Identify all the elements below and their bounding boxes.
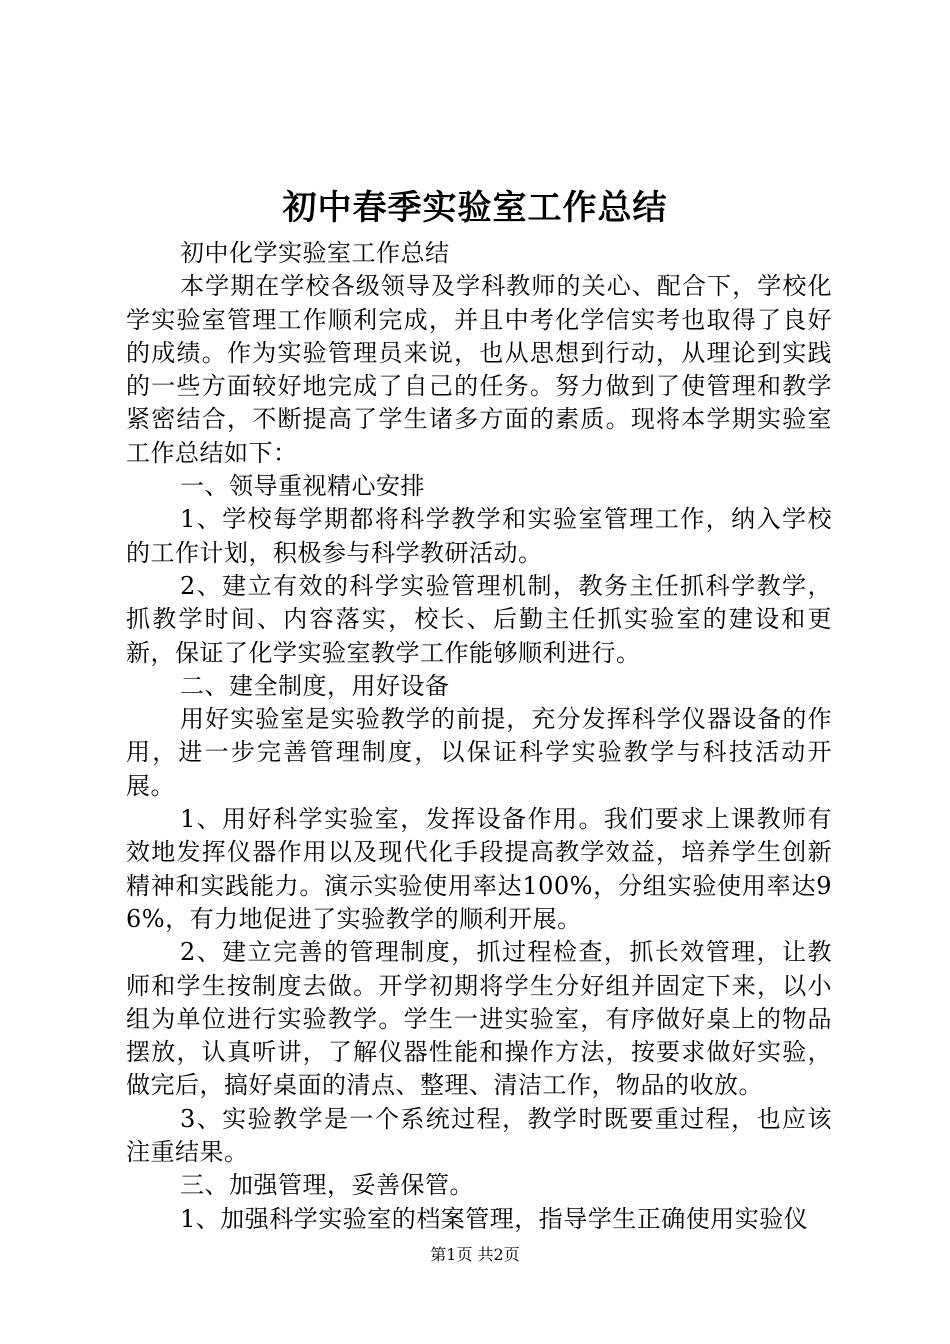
paragraph: 3、实验教学是一个系统过程，教学时既要重过程，也应该注重结果。 [126,1104,832,1167]
paragraph: 1、用好科学实验室，发挥设备作用。我们要求上课教师有效地发挥仪器作用以及现代化手段提高教学效益，培养学生创新精神和实践能力。演示实验使用率达100%，分组实验使用率达96%，有力地促进了实验教学的顺利开展。 [126,805,832,933]
page-indicator: 第1页 共2页 [430,1245,520,1264]
section-heading-1: 一、领导重视精心安排 [180,472,425,501]
page-title: 初中春季实验室工作总结 [282,188,668,228]
paragraph: 2、建立有效的科学实验管理机制，教务主任抓科学教学，抓教学时间、内容落实，校长、后勤主任抓实验室的建设和更新，保证了化学实验室教学工作能够顺利进行。 [126,571,832,667]
paragraph-intro: 本学期在学校各级领导及学科教师的关心、配合下，学校化学实验室管理工作顺利完成，并且中考化学信实考也取得了良好的成绩。作为实验管理员来说，也从思想到行动，从理论到实践的一些方面较好地完成了自己的任务。努力做到了使管理和教学紧密结合，不断提高了学生诸多方面的素质。现将本学期实验室工作总结如下： [126,272,832,467]
paragraph: 1、学校每学期都将科学教学和实验室管理工作，纳入学校的工作计划，积极参与科学教研活动。 [126,505,832,567]
document-body [126,237,832,1236]
section-heading-2: 二、建全制度，用好设备 [180,671,450,700]
paragraph: 用好实验室是实验教学的前提，充分发挥科学仪器设备的作用，进一步完善管理制度，以保证科学实验教学与科技活动开展。 [126,705,832,800]
paragraph: 2、建立完善的管理制度，抓过程检查，抓长效管理，让教师和学生按制度去做。开学初期将学生分好组并固定下来，以小组为单位进行实验教学。学生一进实验室，有序做好桌上的物品摆放，认真听讲，了解仪器性能和操作方法，按要求做好实验，做完后，搞好桌面的清点、整理、清洁工作，物品的收放。 [126,938,832,1100]
paragraph: 1、加强科学实验室的档案管理，指导学生正确使用实验仪 [180,1204,809,1233]
section-heading-3: 三、加强管理，妥善保管。 [180,1171,474,1200]
paragraph-subtitle: 初中化学实验室工作总结 [180,239,450,267]
